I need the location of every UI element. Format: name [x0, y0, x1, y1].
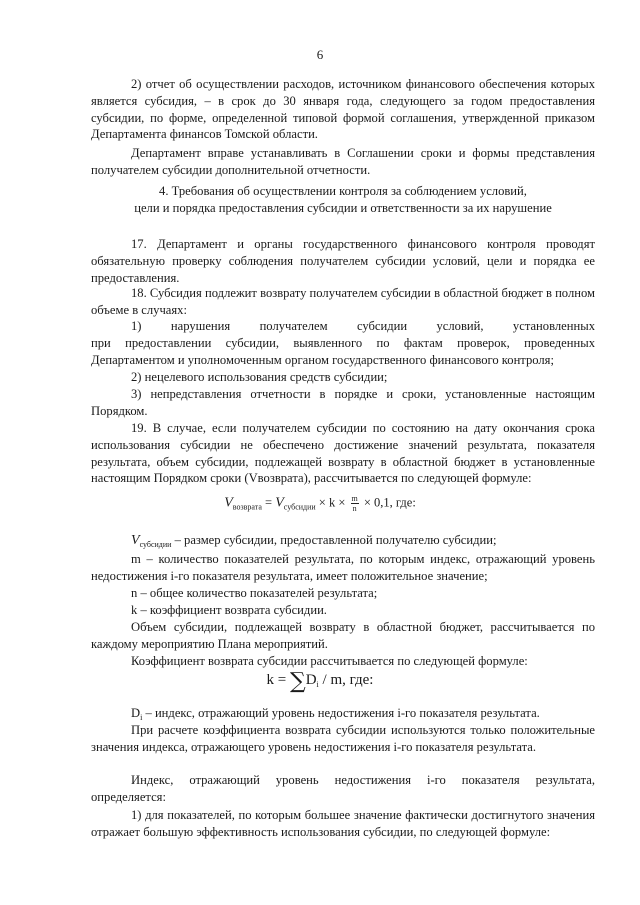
formula-v: V	[224, 495, 233, 511]
formula-times-k: × k ×	[315, 495, 349, 510]
paragraph-additional-reporting: Департамент вправе устанавливать в Соглашении сроки и формы представления получателем субсидии дополнительной отчетности.	[91, 146, 595, 177]
formula-coefficient	[0, 669, 640, 694]
formula-fraction	[351, 494, 359, 513]
def-n: n – общее количество показателей результата;	[131, 586, 378, 600]
formula-d: D	[305, 672, 317, 688]
item-18-3: 3) непредставления отчетности в порядке и сроки, установленные настоящим Порядком.	[91, 387, 595, 418]
def-d-symbol: D	[131, 706, 141, 720]
item-18-1-tail: при предоставлении субсидии, выявленного по фактам проверок, проведенных Департаментом и уполномоченным органом государственного финансового контроля;	[91, 335, 595, 367]
item-18-2: 2) нецелевого использования средств субсидии;	[131, 370, 388, 384]
paragraph-report-deadline: 2) отчет об осуществлении расходов, источником финансового обеспечения которых является субсидия, – в срок до 30 января года, следующего за годом предоставления субсидии, по форме, определенной типовой формой соглашения, утвержденной приказом Департамента финансов Томской области.	[91, 77, 595, 142]
formula-sub-return: возврата	[232, 502, 262, 512]
def-k: k – коэффициент возврата субсидии.	[131, 603, 327, 617]
page-number: 6	[316, 47, 324, 62]
formula-eq: =	[261, 495, 276, 510]
item-18: 18. Субсидия подлежит возврату получателем субсидии в областной бюджет в полном объеме в случаях:	[91, 286, 595, 317]
paragraph-volume: Объем субсидии, подлежащей возврату в областной бюджет, рассчитывается по каждому мероприятию Плана мероприятий.	[91, 620, 595, 651]
section-heading-line-1: 4. Требования об осуществлении контроля за соблюдением условий,	[159, 184, 527, 198]
formula-return-volume	[0, 494, 640, 513]
item-18-1-head: 1) нарушения получателем субсидии условий, установленных	[131, 319, 595, 333]
section-heading	[91, 183, 595, 217]
fraction-numerator: m	[351, 494, 358, 503]
item-17: 17. Департамент и органы государственного финансового контроля проводят обязательную проверку соблюдения получателем субсидии условий, цели и порядка ее предоставления.	[91, 237, 595, 285]
def-d-sub: i	[140, 713, 143, 722]
formula-tail: × 0,1, где:	[360, 495, 416, 510]
paragraph-coefficient: Коэффициент возврата субсидии рассчитывается по следующей формуле:	[131, 654, 528, 668]
def-v-text: – размер субсидии, предоставленной получателю субсидии;	[171, 533, 497, 547]
def-v-symbol: V	[131, 533, 140, 548]
formula-v-2: V	[275, 495, 284, 511]
paragraph-indicators: 1) для показателей, по которым большее значение фактически достигнутого значения отражает большую эффективность использования субсидии, по следующей формуле:	[91, 808, 595, 839]
sum-symbol: ∑	[289, 669, 306, 694]
paragraph-calculation: При расчете коэффициента возврата субсидии используются только положительные значения индекса, отражающего уровень недостижения i-го показателя результата.	[91, 723, 595, 754]
def-d-text: – индекс, отражающий уровень недостижения i-го показателя результата.	[142, 706, 540, 720]
formula-sub-subsidy: субсидии	[283, 502, 316, 512]
formula-k: k =	[266, 672, 290, 688]
formula-d-sub: i	[316, 680, 319, 689]
fraction-denominator: n	[352, 504, 357, 513]
def-m: m – количество показателей результата, по которым индекс, отражающий уровень недостижения i-го показателя результата, имеет положительное значение;	[91, 552, 595, 583]
formula-2-tail: / m, где:	[318, 672, 374, 688]
item-18-1	[91, 318, 595, 368]
def-v-sub: субсидии	[139, 540, 172, 549]
item-19: 19. В случае, если получателем субсидии по состоянию на дату окончания срока использования субсидии не обеспечено достижение значений результата, показателя результата, объем субсидии, подлежащей возврату в областной бюджет в установленные настоящим Порядком сроки (Vвозврата), рассчитывается по следующей формуле:	[91, 421, 595, 486]
paragraph-index: Индекс, отражающий уровень недостижения i-го показателя результата, определяется:	[91, 773, 595, 804]
section-heading-line-2: цели и порядка предоставления субсидии и ответственности за их нарушение	[134, 200, 552, 215]
